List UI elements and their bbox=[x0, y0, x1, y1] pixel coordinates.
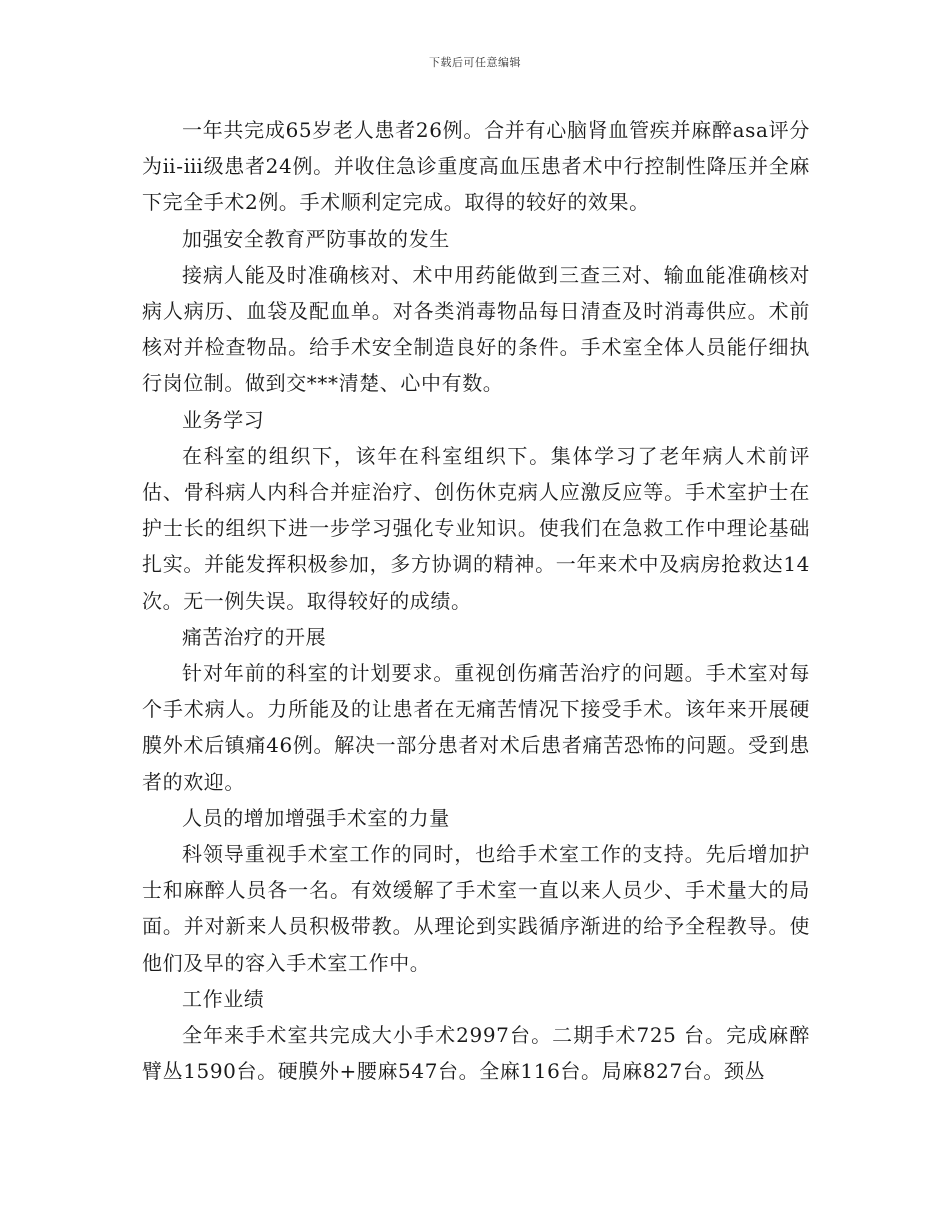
section-heading-achievements: 工作业绩 bbox=[182, 986, 265, 1011]
section-heading-safety-education: 加强安全教育严防事故的发生 bbox=[182, 226, 450, 251]
document-body bbox=[142, 112, 810, 1089]
paragraph-achievements: 全年来手术室共完成大小手术2997台。二期手术725 台。完成麻醉臂丛1590台。硬膜外+腰麻547台。全麻116台。局麻827台。颈丛 bbox=[142, 1023, 810, 1084]
paragraph-elderly-patients: 一年共完成65岁老人患者26例。合并有心脑肾血管疾并麻醉asa评分为ⅱ-ⅲ级患者24例。并收住急诊重度高血压患者术中行控制性降压并全麻下完全手术2例。手术顺利定完成。取得的较好的效果。 bbox=[142, 118, 810, 215]
paragraph-staffing: 科领导重视手术室工作的同时，也给手术室工作的支持。先后增加护士和麻醉人员各一名。有效缓解了手术室一直以来人员少、手术量大的局面。并对新来人员积极带教。从理论到实践循序渐进的给予全程教导。使他们及早的容入手术室工作中。 bbox=[142, 842, 810, 975]
section-heading-pain-treatment: 痛苦治疗的开展 bbox=[182, 624, 327, 649]
section-heading-staffing: 人员的增加增强手术室的力量 bbox=[182, 805, 450, 830]
paragraph-study: 在科室的组织下，该年在科室组织下。集体学习了老年病人术前评估、骨科病人内科合并症治疗、创伤休克病人应激反应等。手术室护士在护士长的组织下进一步学习强化专业知识。使我们在急救工作中理论基础扎实。并能发挥积极参加，多方协调的精神。一年来术中及病房抢救达14次。无一例失误。取得较好的成绩。 bbox=[142, 443, 810, 613]
paragraph-safety-checks: 接病人能及时准确核对、术中用药能做到三查三对、输血能准确核对病人病历、血袋及配血单。对各类消毒物品每日清查及时消毒供应。术前核对并检查物品。给手术安全制造良好的条件。手术室全体人员能仔细执行岗位制。做到交***清楚、心中有数。 bbox=[142, 262, 810, 396]
page-header: 下载后可任意编辑 bbox=[429, 56, 521, 69]
section-heading-business-study: 业务学习 bbox=[182, 407, 265, 432]
paragraph-pain-treatment: 针对年前的科室的计划要求。重视创伤痛苦治疗的问题。手术室对每个手术病人。力所能及的让患者在无痛苦情况下接受手术。该年来开展硬膜外术后镇痛46例。解决一部分患者对术后患者痛苦恐怖的问题。受到患者的欢迎。 bbox=[142, 661, 810, 794]
